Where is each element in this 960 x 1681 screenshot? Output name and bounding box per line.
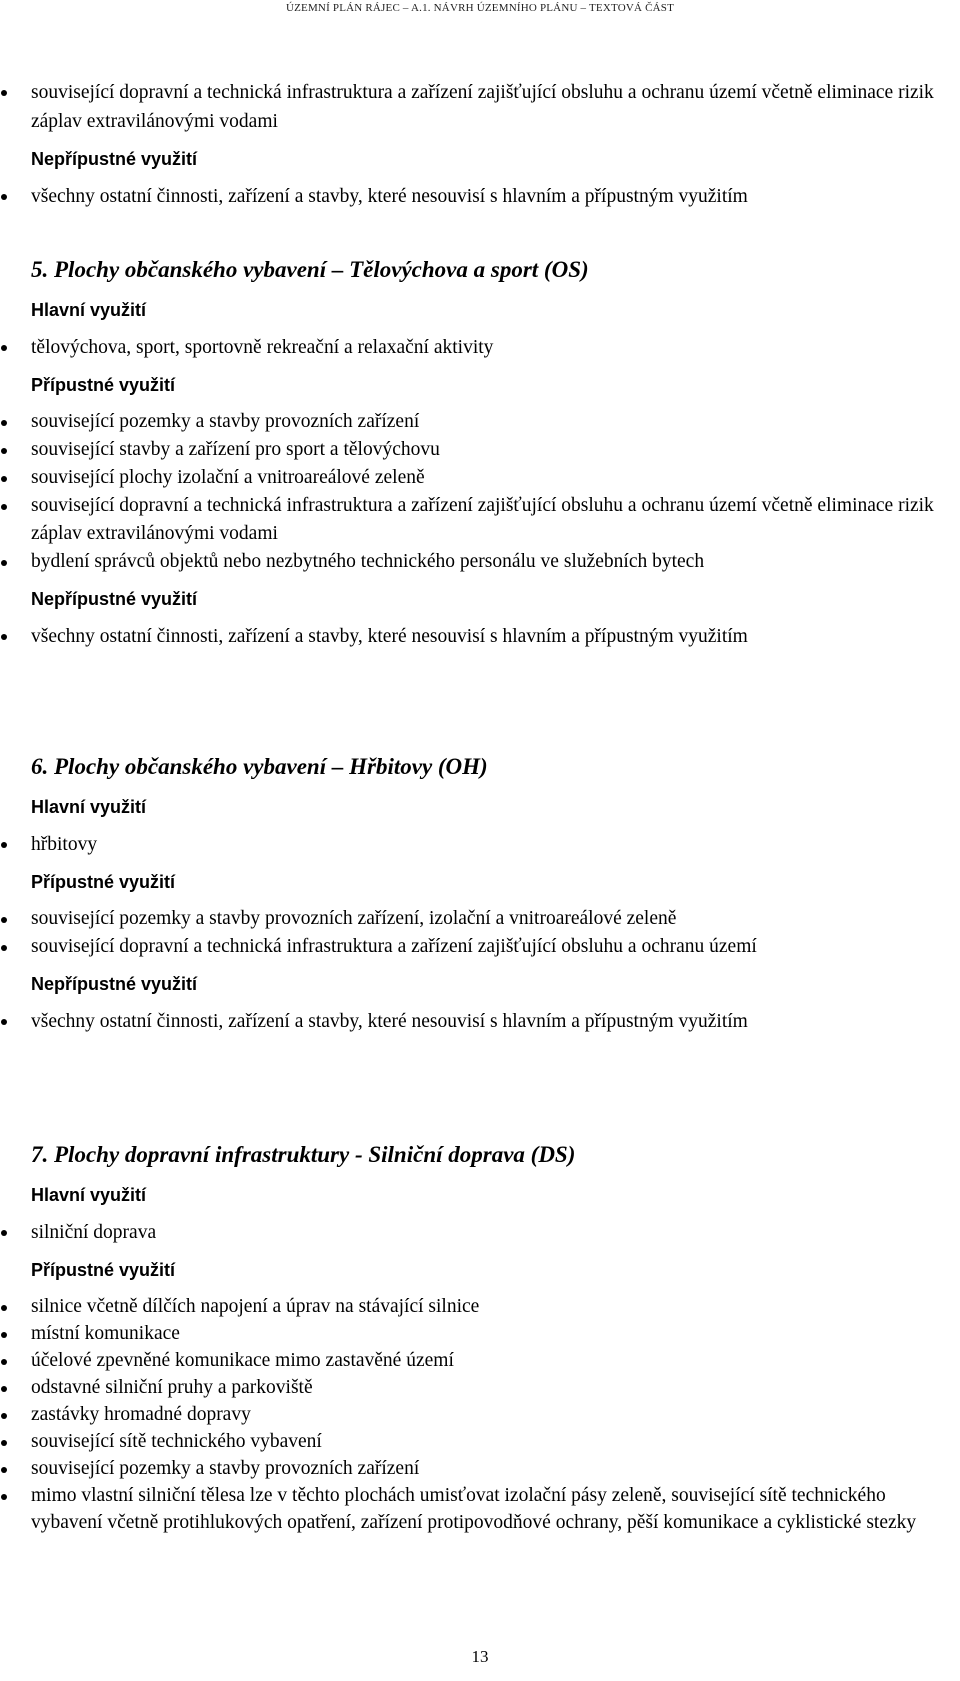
allowed-use-label: Přípustné využití [31, 1260, 176, 1280]
list-item: silnice včetně dílčích napojení a úprav na stávající silnice [0, 1293, 960, 1320]
list-item: mimo vlastní silniční tělesa lze v těchto plochách umisťovat izolační pásy zeleně, související sítě technického vybavení včetně protihlukových opatření, zařízení protipovodňové ochrany, pěší komunikace a cyklistické stezky [0, 1482, 960, 1536]
forbidden-use-label: Nepřípustné využití [31, 974, 198, 994]
list-item: hřbitovy [0, 830, 960, 859]
list-item: tělovýchova, sport, sportovně rekreační a relaxační aktivity [0, 333, 960, 362]
bullet-list [0, 905, 960, 961]
list-item: zastávky hromadné dopravy [0, 1401, 960, 1428]
list-item: všechny ostatní činnosti, zařízení a stavby, které nesouvisí s hlavním a přípustným využitím [0, 622, 960, 651]
forbidden-use-label: Nepřípustné využití [31, 589, 198, 609]
list-item: související stavby a zařízení pro sport a tělovýchovu [0, 436, 960, 464]
main-use-label: Hlavní využití [31, 1185, 147, 1205]
list-item: místní komunikace [0, 1320, 960, 1347]
main-use-label: Hlavní využití [31, 300, 147, 320]
list-item: související pozemky a stavby provozních zařízení [0, 408, 960, 436]
list-item: odstavné silniční pruhy a parkoviště [0, 1374, 960, 1401]
continued-fragment [0, 78, 960, 211]
list-item: účelové zpevněné komunikace mimo zastavěné území [0, 1347, 960, 1374]
bullet-list [0, 1218, 960, 1247]
list-item: související pozemky a stavby provozních zařízení, izolační a vnitroareálové zeleně [0, 905, 960, 933]
list-item: související dopravní a technická infrastruktura a zařízení zajišťující obsluhu a ochranu území včetně eliminace rizik záplav extravilánovými vodami [0, 78, 960, 136]
allowed-use-label: Přípustné využití [31, 872, 176, 892]
section-title: 6. Plochy občanského vybavení – Hřbitovy (OH) [31, 754, 488, 779]
running-header: ÚZEMNÍ PLÁN RÁJEC – A.1. NÁVRH ÚZEMNÍHO PLÁNU – TEXTOVÁ ČÁST [285, 2, 675, 14]
list-item: související pozemky a stavby provozních zařízení [0, 1455, 960, 1482]
bullet-list [0, 408, 960, 576]
list-item: související sítě technického vybavení [0, 1428, 960, 1455]
bullet-list [0, 622, 960, 651]
section-6 [0, 752, 960, 1036]
list-item: silniční doprava [0, 1218, 960, 1247]
main-use-label: Hlavní využití [31, 797, 147, 817]
list-item: související plochy izolační a vnitroareálové zeleně [0, 464, 960, 492]
bullet-list [0, 1007, 960, 1036]
page-number: 13 [471, 1647, 489, 1666]
list-item: související dopravní a technická infrastruktura a zařízení zajišťující obsluhu a ochranu území [0, 933, 960, 961]
bullet-list [0, 78, 960, 136]
list-item: všechny ostatní činnosti, zařízení a stavby, které nesouvisí s hlavním a přípustným využitím [0, 182, 960, 211]
section-title: 7. Plochy dopravní infrastruktury - Silniční doprava (DS) [31, 1142, 576, 1167]
list-item: bydlení správců objektů nebo nezbytného technického personálu ve služebních bytech [0, 548, 960, 576]
bullet-list [0, 1293, 960, 1536]
section-5 [0, 255, 960, 651]
bullet-list [0, 830, 960, 859]
forbidden-use-label: Nepřípustné využití [31, 149, 198, 169]
bullet-list [0, 333, 960, 362]
bullet-list [0, 182, 960, 211]
section-title: 5. Plochy občanského vybavení – Tělovýchova a sport (OS) [31, 257, 589, 282]
list-item: související dopravní a technická infrastruktura a zařízení zajišťující obsluhu a ochranu území včetně eliminace rizik záplav extravilánovými vodami [0, 492, 960, 548]
allowed-use-label: Přípustné využití [31, 375, 176, 395]
list-item: všechny ostatní činnosti, zařízení a stavby, které nesouvisí s hlavním a přípustným využitím [0, 1007, 960, 1036]
section-7 [0, 1140, 960, 1536]
